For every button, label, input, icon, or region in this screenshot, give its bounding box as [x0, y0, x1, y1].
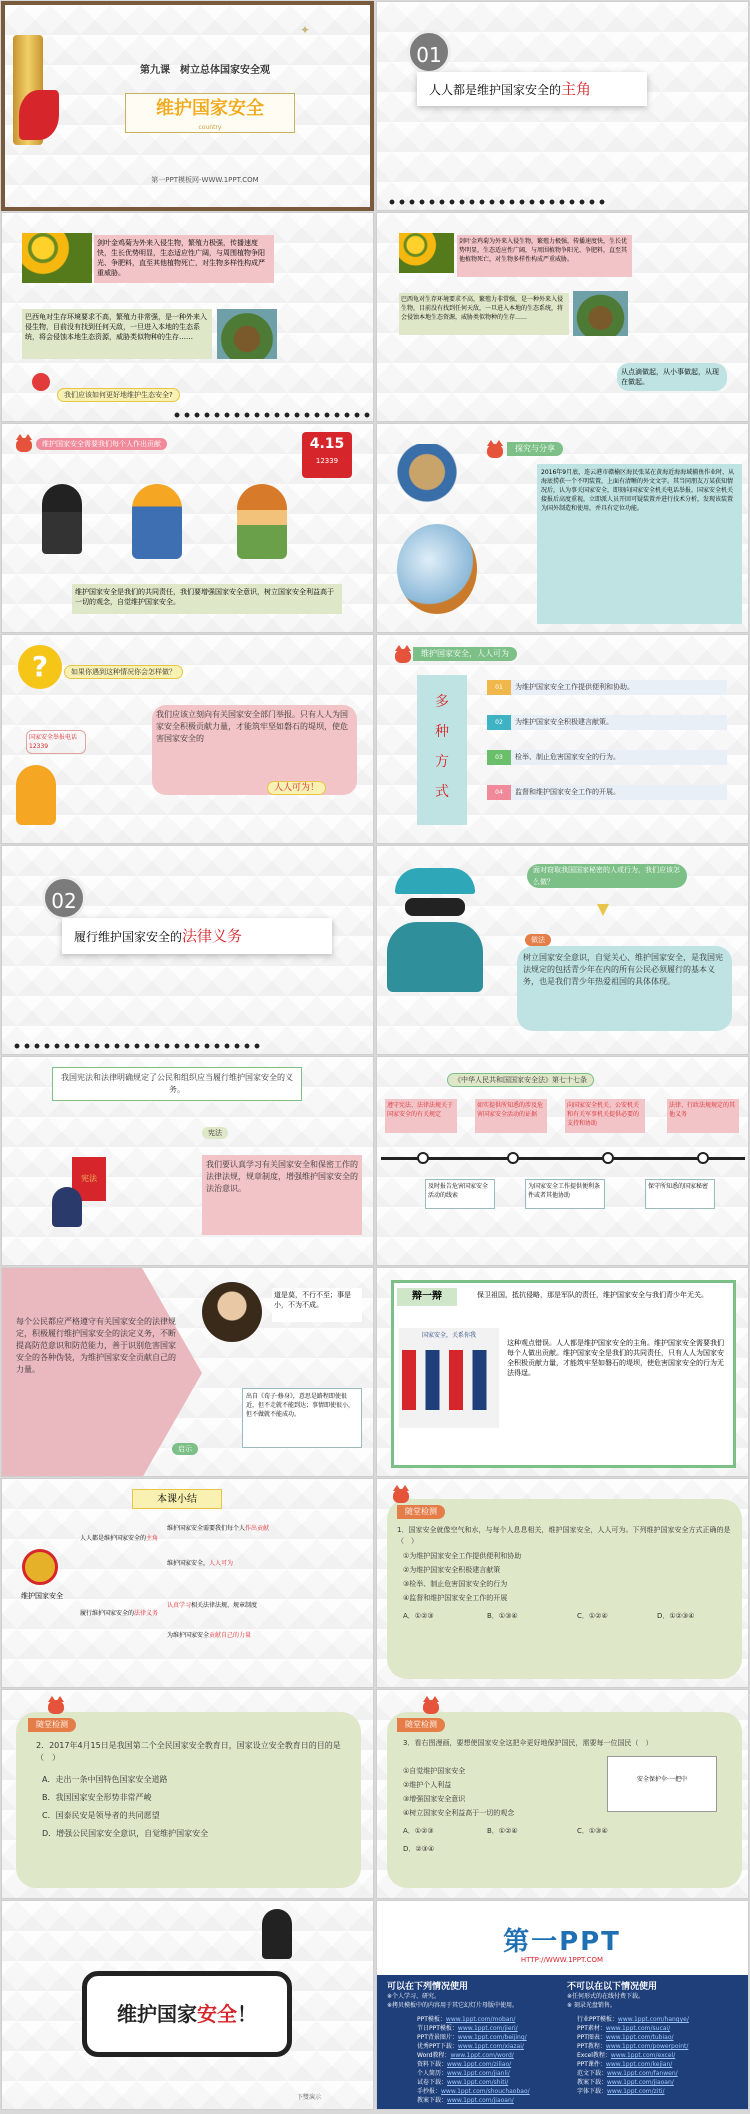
main-title-box	[125, 93, 295, 133]
links-right	[577, 2015, 747, 2096]
practice-tab: 做法	[525, 934, 551, 946]
quiz-option-3: ③检举、制止危害国家安全的行为	[403, 1580, 508, 1588]
link-label: 手抄报：	[417, 2088, 442, 2095]
report-answer: 我们应该立刻向有关国家安全部门举报。只有人人为国家安全积极贡献力量，才能筑牢坚如磐石的堤坝，使危害国家安全的	[152, 705, 357, 795]
link-label: 教案下载：	[577, 2079, 608, 2086]
link-row[interactable]	[417, 2087, 567, 2096]
police-figure-icon	[42, 484, 82, 554]
link-url[interactable]: www.1ppt.com/excel/	[610, 2052, 676, 2059]
link-label: 试卷下载：	[417, 2079, 448, 2086]
main-subtitle: country	[198, 124, 222, 131]
answer-bubble: 从点滴做起，从小事做起，从现在做起。	[617, 363, 727, 391]
summary-leaf-1	[167, 1524, 367, 1533]
xunzi-quote: 道是莫，不行不至；事是小，不为不成。	[272, 1288, 362, 1322]
slide-contribution	[1, 423, 374, 633]
turtle-text: 巴西龟对生存环境要求不高，繁殖力非常强，是一种外来入侵生物，目前没有找到任何天敌，一旦进入本地的生态系统，将会侵蚀本地生态资源，威胁类似物种的生存……	[399, 293, 569, 335]
section-heading-a: 履行维护国家安全的	[74, 930, 183, 944]
constitution-statement: 我国宪法和法律明确规定了公民和组织应当履行维护国家安全的义务。	[52, 1067, 302, 1101]
law-box-4: 法律、行政法规规定的其他义务	[667, 1099, 739, 1133]
ecology-question: 我们应该如何更好地维护生态安全?	[57, 388, 180, 402]
link-row[interactable]	[417, 2069, 567, 2078]
quiz-tab: 随堂检测	[397, 1505, 445, 1519]
links-left	[417, 2015, 567, 2105]
summary-leaf-1-highlight: 作出贡献	[245, 1525, 270, 1532]
quiz-question: 1．国家安全就像空气和水，与每个人息息相关，维护国家安全，人人可为。下列维护国家安全方式正确的是（ ）	[397, 1526, 731, 1545]
summary-node-2	[80, 1609, 160, 1618]
way-item-2	[487, 715, 727, 730]
quiz-answer-d[interactable]: D．②③④	[403, 1845, 435, 1853]
quiz-answer-b[interactable]: B．①②④	[487, 1827, 518, 1835]
link-url[interactable]: www.1ppt.com/fanwen/	[607, 2070, 678, 2077]
flower-image	[399, 233, 454, 273]
law-duty-1: 及时报告危害国家安全活动的线索	[425, 1179, 495, 1209]
link-url[interactable]: www.1ppt.com/kejian/	[605, 2061, 673, 2068]
cannot-use-title: 不可以在以下情况使用	[567, 1982, 658, 1992]
quiz-tab: 随堂检测	[397, 1718, 445, 1732]
summary-node-1	[80, 1534, 160, 1543]
slide-ecology-question	[1, 212, 374, 422]
xunzi-source: 出自《荀子·修身》，意思是路程即使很近，但不走就不能到达；事情即使很小，但不做就不能成功。	[242, 1388, 362, 1448]
slide-explore-share	[376, 423, 749, 633]
insight-tab: 启示	[172, 1443, 198, 1455]
quiz-option-4: ④树立国家安全利益高于一切的观念	[403, 1809, 515, 1817]
summary-leaf-2-highlight: 人人可为	[209, 1560, 234, 1567]
timeline-dot	[417, 1152, 429, 1164]
summary-leaf-3-text: 相关法律法规、规章制度	[191, 1602, 258, 1609]
hotline-label: 国家安全举报电话12339	[26, 730, 86, 754]
law-box-3: 向国家安全机关、公安机关和有关军事机关提供必要的支持和协助	[565, 1099, 645, 1133]
link-url[interactable]: www.1ppt.com/shiti/	[447, 2079, 509, 2086]
way-item-3	[487, 750, 727, 765]
constitution-text: 我们要认真学习有关国家安全和保密工作的法律法规，规章制度，增强维护国家安全的法治意识。	[202, 1155, 362, 1235]
can-use-note: ※拷贝模板中的内容用于其它幻灯片母版中使用。	[387, 2002, 519, 2009]
link-url[interactable]: www.1ppt.com/ziti/	[607, 2088, 665, 2095]
link-row[interactable]	[417, 2042, 567, 2051]
brand-logo: 第一PPT	[503, 1927, 621, 1957]
can-use-title: 可以在下列情况使用	[387, 1982, 469, 1992]
national-emblem-icon	[22, 1549, 58, 1585]
quiz-answer-a[interactable]: A．①②③	[403, 1827, 434, 1835]
ways-tab: 维护国家安全，人人可为	[413, 647, 517, 661]
timeline-dot	[507, 1152, 519, 1164]
cannot-use-note: ※ 刻录光盘销售。	[567, 2002, 616, 2009]
quiz-question: 3．看右图漫画，要想使国家安全这把伞更好地保护国民，需要每一位国民（ ）	[403, 1739, 653, 1747]
reader-figure-icon	[52, 1187, 82, 1227]
explore-text: 2016年9月底，连云港市赣榆区海民张某在黄海近海海域捕鱼作业时，从海底捞获一个不明装置，上面有清晰的外文文字。其当同朋友万某获知情况后，认为事关国家安全，即刻向国家安全机关电话举报。国家安全机关接报后高度重视，立即派人员开回可疑装置并进行技术分析，发现该装置为国外制造和使用，并具有定位功能。	[537, 464, 742, 624]
main-title: 维护国家安全	[156, 98, 264, 119]
flower-text: 剑叶金鸡菊为外来入侵生物，繁殖力极强，传播速度快，生长优势明显，生态适应性广阔，与周围植物争阳光、争肥料，直至其他植物死亡，对生物多样性构成严重威胁。	[457, 235, 632, 277]
law-box-1: 遵守宪法、法律法规关于国家安全的有关规定	[385, 1099, 457, 1133]
spy-hat-icon	[395, 868, 475, 894]
summary-leaf-3-highlight: 认真学习	[167, 1602, 192, 1609]
umbrella-comic: 安全保护伞·一把中	[607, 1756, 717, 1812]
way-text-4: 监督和维护国家安全工作的开展。	[515, 788, 620, 796]
dots-decoration	[172, 411, 372, 419]
link-row[interactable]	[577, 2051, 747, 2060]
closing-text-a: 维护国家	[117, 2002, 197, 2026]
link-label: 节日PPT模板：	[417, 2025, 458, 2032]
fox-mascot-icon	[395, 649, 411, 663]
closing-footer: 下雙演示	[297, 2094, 322, 2101]
poster-people-icon	[402, 1350, 496, 1410]
law-duty-2: 为国家安全工作提供便利条件或者其他协助	[525, 1179, 605, 1209]
link-row[interactable]	[417, 2051, 567, 2060]
dots-decoration	[387, 198, 607, 206]
quiz-answer-c[interactable]: C．①③④	[577, 1827, 608, 1835]
police-figure-icon	[262, 1909, 292, 1959]
link-url[interactable]: www.1ppt.com/moban/	[445, 2016, 516, 2023]
link-label: PPT课件：	[577, 2061, 606, 2068]
xunzi-portrait	[202, 1282, 262, 1342]
link-row[interactable]	[577, 2042, 747, 2051]
spy-coat-icon	[387, 922, 483, 992]
ways-char-1: 多	[435, 694, 449, 710]
way-text-1: 为维护国家安全工作提供便利和协助。	[515, 683, 634, 691]
security-day-badge	[302, 432, 352, 478]
link-label: PPT背景图片：	[417, 2034, 458, 2041]
constitution-book-icon: 宪法	[72, 1157, 106, 1201]
practice-text: 树立国家安全意识，自觉关心、维护国家安全，是我国宪法规定的包括青少年在内的所有公民必须履行的基本义务，也是我们青少年热爱祖国的具体体现。	[517, 946, 732, 1031]
slide-section-02	[1, 845, 374, 1055]
worker-figure-icon	[132, 484, 182, 559]
slide-constitution	[1, 1056, 374, 1266]
closing-phone-frame	[82, 1971, 292, 2057]
link-row[interactable]	[417, 2078, 567, 2087]
quiz-answer-b[interactable]: B．我国国家安全形势非常严峻	[42, 1793, 152, 1802]
spy-glasses-icon	[405, 898, 465, 916]
summary-root: 维护国家安全	[21, 1592, 63, 1600]
link-label: 资料下载：	[417, 2061, 448, 2068]
link-row[interactable]	[577, 2015, 747, 2024]
ways-char-3: 方	[435, 754, 449, 770]
quiz-answer-a[interactable]: A．①②③	[403, 1612, 434, 1620]
closing-text-b: 安全	[197, 2002, 237, 2026]
summary-leaf-4-highlight: 贡献自己的力量	[209, 1632, 252, 1639]
link-url[interactable]: www.1ppt.com/tubiao/	[605, 2034, 674, 2041]
link-url[interactable]: www.1ppt.com/xiazai/	[457, 2043, 524, 2050]
timeline-dot	[602, 1152, 614, 1164]
way-num-4: 04	[487, 785, 511, 800]
slide-quiz-2	[1, 1689, 374, 1899]
red-ribbon-icon	[19, 90, 59, 140]
link-url[interactable]: www.1ppt.com/jiaoan/	[607, 2079, 674, 2086]
link-url[interactable]: www.1ppt.com/powerpoint/	[605, 2043, 689, 2050]
spy-question: 面对窃取我国国家秘密的人或行为，我们应该怎么做？	[527, 864, 687, 888]
arrow-down-icon	[597, 904, 609, 916]
link-url[interactable]: www.1ppt.com/jianli/	[447, 2070, 510, 2077]
link-label: 教案下载：	[417, 2097, 448, 2104]
quiz-tab: 随堂检测	[28, 1718, 76, 1732]
law-duty-3: 保守所知悉的国家秘密	[645, 1179, 715, 1209]
link-row[interactable]	[577, 2060, 747, 2069]
section-number: 02	[42, 876, 86, 920]
slide-cover	[1, 1, 374, 211]
fox-mascot-icon	[48, 1700, 64, 1714]
law-title: 《中华人民共和国国家安全法》第七十七条	[447, 1073, 594, 1087]
link-url[interactable]: www.1ppt.com/jiaoan/	[447, 2097, 514, 2104]
slide-section-01	[376, 1, 749, 211]
link-label: Word教程：	[417, 2052, 451, 2059]
turtle-image	[573, 291, 628, 336]
link-url[interactable]: www.1ppt.com/hangye/	[617, 2016, 689, 2023]
link-row[interactable]	[417, 2096, 567, 2105]
link-url[interactable]: www.1ppt.com/beijing/	[457, 2034, 527, 2041]
link-label: 优秀PPT下载：	[417, 2043, 458, 2050]
poster-title: 国家安全，关系你我	[421, 1332, 476, 1339]
quiz-option-1: ①自觉维护国家安全	[403, 1767, 466, 1775]
report-question: 如果你遇到这种情况你会怎样做？	[64, 665, 183, 679]
summary-leaf-1-text: 维护国家安全需要我们每个人	[167, 1525, 246, 1532]
way-item-4	[487, 785, 727, 800]
link-url[interactable]: www.1ppt.com/word/	[450, 2052, 514, 2059]
dots-decoration	[12, 1042, 262, 1050]
lesson-title: 第九课 树立总体国家安全观	[140, 65, 270, 76]
flower-image	[22, 233, 92, 283]
summary-leaf-2-text: 维护国家安全，	[167, 1560, 210, 1567]
slide-spy-response	[376, 845, 749, 1055]
way-text-2: 为维护国家安全积极建言献策。	[515, 718, 613, 726]
way-num-3: 03	[487, 750, 511, 765]
link-url[interactable]: www.1ppt.com/ziliao/	[447, 2061, 512, 2068]
fox-mascot-icon	[393, 1489, 409, 1503]
can-use-sub: ※个人学习、研究。	[387, 1993, 441, 2000]
link-url[interactable]: www.1ppt.com/shouchaobao/	[441, 2088, 530, 2095]
fox-mascot-icon	[423, 1700, 439, 1714]
slide-copyright	[376, 1900, 749, 2110]
cannot-use-sub: ※任何形式的在线付费下载。	[567, 1993, 645, 2000]
debate-tab: 辩一辩	[397, 1288, 457, 1306]
link-row[interactable]	[417, 2033, 567, 2042]
link-url[interactable]: www.1ppt.com/jieri/	[457, 2025, 518, 2032]
way-text-3: 检举、制止危害国家安全的行为。	[515, 753, 620, 761]
debate-answer: 这种观点错误。人人都是维护国家安全的主角。维护国家安全需要我们每个人做出贡献。维护国家安全是我们的共同责任，只有人人为国家安全积极贡献力量，才能筑牢坚如磐石的堤坝，使危害国家安全的行为无法得逞。	[507, 1339, 724, 1377]
flower-text: 剑叶金鸡菊为外来入侵生物，繁殖力极强，传播速度快，生长优势明显，生态适应性广阔，与周围植物争阳光、争肥料，直至其他植物死亡，对生物多样性构成严重威胁。	[94, 235, 274, 283]
turtle-text: 巴西龟对生存环境要求不高，繁殖力非常强，是一种外来入侵生物，目前没有找到任何天敌，一旦进入本地的生态系统，将会侵蚀本地生态资源，威胁类似物种的生存……	[22, 309, 212, 359]
slide-multiple-ways	[376, 634, 749, 844]
link-row[interactable]	[417, 2024, 567, 2033]
debate-claim: 保卫祖国，抵抗侵略，那是军队的责任，维护国家安全与我们青少年无关。	[477, 1291, 708, 1299]
security-poster	[399, 1328, 499, 1428]
slide-ecology-answer	[376, 212, 749, 422]
link-url[interactable]: www.1ppt.com/sucai/	[605, 2025, 671, 2032]
quiz-answer-d[interactable]: D．增强公民国家安全意识，自觉维护国家安全	[42, 1829, 209, 1838]
summary-node-1-highlight: 主角	[146, 1535, 159, 1542]
link-label: 范文下载：	[577, 2070, 608, 2077]
way-num-2: 02	[487, 715, 511, 730]
badge-date: 4.15	[309, 436, 345, 452]
link-label: PPT教程：	[577, 2043, 606, 2050]
slide-quiz-1	[376, 1478, 749, 1688]
link-row[interactable]	[417, 2015, 567, 2024]
quiz-answer-b[interactable]: B．①③④	[487, 1612, 518, 1620]
quiz-option-2: ②维护个人利益	[403, 1781, 452, 1789]
way-num-1: 01	[487, 680, 511, 695]
slide-report-hotline	[1, 634, 374, 844]
summary-node-1-text: 人人都是维护国家安全的	[80, 1535, 147, 1542]
badge-hotline: 12339	[315, 457, 339, 465]
summary-leaf-2	[167, 1559, 367, 1568]
everyone-can-bubble: 人人可为！	[267, 781, 326, 795]
slide-citizen-duty	[1, 1267, 374, 1477]
ways-char-2: 种	[435, 724, 449, 740]
slide-summary	[1, 1478, 374, 1688]
quiz-option-2: ②为维护国家安全积极建言献策	[403, 1566, 501, 1574]
slide-debate	[376, 1267, 749, 1477]
timeline-line	[381, 1157, 745, 1160]
way-item-1	[487, 680, 727, 695]
timeline-dot	[697, 1152, 709, 1164]
link-row[interactable]	[577, 2069, 747, 2078]
contribution-text: 维护国家安全是我们的共同责任，我们要增强国家安全意识，树立国家安全利益高于一切的观念，自觉维护国家安全。	[72, 584, 342, 614]
fox-mascot-icon	[487, 444, 503, 458]
question-mark-icon: ?	[18, 645, 62, 689]
fox-mascot-icon	[16, 438, 32, 452]
explore-tab: 探究与分享	[507, 442, 563, 456]
quiz-option-1: ①为维护国家安全工作提供便利和协助	[403, 1552, 522, 1560]
slide-quiz-3	[376, 1689, 749, 1899]
turtle-image	[217, 309, 277, 359]
summary-leaf-4	[167, 1631, 367, 1640]
law-box-2: 如实提供所知悉的涉及危害国家安全活动的证据	[475, 1099, 547, 1133]
ways-char-4: 式	[435, 784, 449, 800]
quiz-option-3: ③增强国家安全意识	[403, 1795, 466, 1803]
phone-figure-icon	[16, 765, 56, 825]
link-label: PPT模板：	[417, 2016, 446, 2023]
dove-icon: ✦	[300, 23, 311, 37]
section-heading-b: 法律义务	[182, 927, 243, 945]
slide-security-law	[376, 1056, 749, 1266]
link-row[interactable]	[577, 2024, 747, 2033]
closing-text-c: ！	[237, 2002, 257, 2026]
link-label: 个人简历：	[417, 2070, 448, 2077]
link-label: 行业PPT模板：	[577, 2016, 618, 2023]
summary-title: 本课小结	[132, 1489, 222, 1509]
quiz-answer-c[interactable]: C．①②④	[577, 1612, 608, 1620]
link-row[interactable]	[577, 2087, 747, 2096]
quiz-question: 2．2017年4月15日是我国第二个全民国家安全教育日，国家设立安全教育日的目的是（ ）	[36, 1741, 341, 1762]
slide-closing	[1, 1900, 374, 2110]
section-number: 01	[407, 30, 451, 74]
device-image	[397, 524, 477, 614]
link-label: Excel教程：	[577, 2052, 611, 2059]
cartoon-boy-icon	[32, 373, 50, 391]
quiz-answer-d[interactable]: D．①②③④	[657, 1612, 695, 1620]
link-label: 字体下载：	[577, 2088, 608, 2095]
section-heading-a: 人人都是维护国家安全的	[429, 83, 562, 97]
quiz-option-4: ④监督和维护国家安全工作的开展	[403, 1594, 508, 1602]
link-row[interactable]	[417, 2060, 567, 2069]
summary-leaf-3	[167, 1601, 367, 1610]
summary-leaf-4-text: 为维护国家安全	[167, 1632, 210, 1639]
cover-footer: 第一PPT模板网-WWW.1PPT.COM	[151, 176, 259, 184]
ways-vertical-label	[417, 675, 467, 825]
summary-node-2-text: 履行维护国家安全的	[80, 1610, 135, 1617]
fisherman-boat-icon	[387, 444, 467, 514]
quiz-answer-c[interactable]: C．国泰民安是领导者的共同愿望	[42, 1811, 160, 1820]
citizen-duty-text: 每个公民都应严格遵守有关国家安全的法律规定，积极履行维护国家安全的法定义务，不断提高防范意识和防范能力，善于识别危害国家安全的各种伪装，为维护国家安全贡献自己的力量。	[16, 1317, 176, 1374]
contribution-tab: 维护国家安全需要我们每个人作出贡献	[36, 438, 167, 450]
link-row[interactable]	[577, 2078, 747, 2087]
link-label: PPT素材：	[577, 2025, 606, 2032]
link-row[interactable]	[577, 2033, 747, 2042]
section-heading-b: 主角	[561, 80, 592, 98]
brand-url[interactable]: HTTP://WWW.1PPT.COM	[520, 1956, 604, 1964]
quiz-answer-a[interactable]: A．走出一条中国特色国家安全道路	[42, 1775, 168, 1784]
link-label: PPT图表：	[577, 2034, 606, 2041]
student-figure-icon	[237, 484, 287, 559]
section-heading	[62, 918, 332, 954]
constitution-tab: 宪法	[202, 1127, 228, 1139]
section-heading	[417, 72, 647, 106]
summary-node-2-highlight: 法律义务	[134, 1610, 159, 1617]
